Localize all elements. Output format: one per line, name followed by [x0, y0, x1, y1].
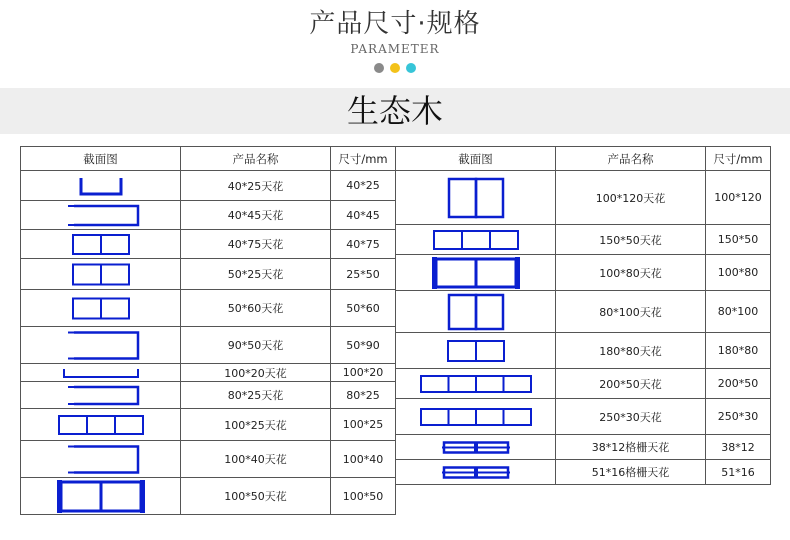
table-row	[21, 382, 396, 409]
table-row	[21, 290, 396, 327]
single-cell-profile-icon	[21, 382, 181, 409]
product-size-cell: 100*25	[331, 409, 396, 441]
name-header: 产品名称	[181, 147, 331, 171]
table-row	[21, 171, 396, 201]
three-cell-profile-icon	[396, 225, 556, 255]
table-row	[396, 369, 771, 399]
product-size-cell: 100*40	[331, 441, 396, 478]
product-name-cell: 200*50天花	[556, 369, 706, 399]
product-size-cell: 100*50	[331, 478, 396, 515]
u-channel-profile-icon	[21, 171, 181, 201]
tall-two-cell-profile-icon	[396, 291, 556, 333]
product-size-cell: 150*50	[706, 225, 771, 255]
single-cell-profile-icon	[21, 327, 181, 364]
table-row	[396, 460, 771, 485]
two-cell-profile-icon	[396, 333, 556, 369]
product-name-cell: 40*75天花	[181, 230, 331, 259]
product-name-cell: 40*45天花	[181, 201, 331, 230]
table-row	[396, 171, 771, 225]
table-row	[396, 435, 771, 460]
two-cell-profile-icon	[21, 259, 181, 290]
product-size-cell: 38*12	[706, 435, 771, 460]
product-name-cell: 250*30天花	[556, 399, 706, 435]
name-header: 产品名称	[556, 147, 706, 171]
product-size-cell: 100*20	[331, 364, 396, 382]
table-row	[21, 327, 396, 364]
product-name-cell: 100*80天花	[556, 255, 706, 291]
four-cell-profile-icon	[396, 399, 556, 435]
category-title: 生态木	[346, 92, 443, 130]
product-name-cell: 40*25天花	[181, 171, 331, 201]
section-header: 截面图	[21, 147, 181, 171]
page-header	[0, 0, 790, 90]
product-name-cell: 100*25天花	[181, 409, 331, 441]
table-row	[21, 364, 396, 382]
table-row	[21, 201, 396, 230]
product-name-cell: 180*80天花	[556, 333, 706, 369]
thick-two-cell-profile-icon	[21, 478, 181, 515]
product-size-cell: 100*80	[706, 255, 771, 291]
product-size-cell: 25*50	[331, 259, 396, 290]
flat-profile-icon	[21, 364, 181, 382]
page-title: 产品尺寸·规格	[309, 9, 481, 39]
size-header: 尺寸/mm	[331, 147, 396, 171]
cyan-dot-icon	[406, 63, 416, 73]
table-row	[21, 478, 396, 515]
product-name-cell: 100*120天花	[556, 171, 706, 225]
product-size-cell: 40*75	[331, 230, 396, 259]
page-subtitle: PARAMETER	[350, 42, 440, 56]
product-size-cell: 250*30	[706, 399, 771, 435]
grille-profile-icon	[396, 435, 556, 460]
product-name-cell: 100*20天花	[181, 364, 331, 382]
table-row	[21, 259, 396, 290]
product-name-cell: 150*50天花	[556, 225, 706, 255]
product-name-cell: 80*100天花	[556, 291, 706, 333]
three-cell-profile-icon	[21, 409, 181, 441]
product-size-cell: 40*25	[331, 171, 396, 201]
table-header-row	[396, 147, 771, 171]
product-size-cell: 180*80	[706, 333, 771, 369]
table-row	[21, 441, 396, 478]
tall-two-cell-profile-icon	[396, 171, 556, 225]
product-name-cell: 80*25天花	[181, 382, 331, 409]
right-spec-table	[395, 146, 771, 485]
product-name-cell: 100*40天花	[181, 441, 331, 478]
section-header: 截面图	[396, 147, 556, 171]
category-banner	[0, 88, 790, 134]
table-header-row	[21, 147, 396, 171]
product-size-cell: 50*90	[331, 327, 396, 364]
grille-profile-icon	[396, 460, 556, 485]
product-name-cell: 51*16格栅天花	[556, 460, 706, 485]
product-size-cell: 51*16	[706, 460, 771, 485]
gray-dot-icon	[374, 63, 384, 73]
product-name-cell: 38*12格栅天花	[556, 435, 706, 460]
product-size-cell: 80*25	[331, 382, 396, 409]
product-size-cell: 80*100	[706, 291, 771, 333]
two-cell-profile-icon	[21, 290, 181, 327]
product-size-cell: 40*45	[331, 201, 396, 230]
table-row	[396, 399, 771, 435]
size-header: 尺寸/mm	[706, 147, 771, 171]
table-row	[21, 230, 396, 259]
product-size-cell: 100*120	[706, 171, 771, 225]
table-row	[396, 333, 771, 369]
product-name-cell: 100*50天花	[181, 478, 331, 515]
left-spec-table	[20, 146, 396, 515]
thick-two-cell-profile-icon	[396, 255, 556, 291]
table-row	[396, 291, 771, 333]
product-name-cell: 90*50天花	[181, 327, 331, 364]
four-cell-profile-icon	[396, 369, 556, 399]
product-name-cell: 50*25天花	[181, 259, 331, 290]
yellow-dot-icon	[390, 63, 400, 73]
table-row	[396, 255, 771, 291]
single-cell-profile-icon	[21, 201, 181, 230]
product-size-cell: 200*50	[706, 369, 771, 399]
product-name-cell: 50*60天花	[181, 290, 331, 327]
product-size-cell: 50*60	[331, 290, 396, 327]
table-row	[21, 409, 396, 441]
single-cell-profile-icon	[21, 441, 181, 478]
decorative-dots	[0, 63, 790, 73]
table-row	[396, 225, 771, 255]
two-cell-profile-icon	[21, 230, 181, 259]
